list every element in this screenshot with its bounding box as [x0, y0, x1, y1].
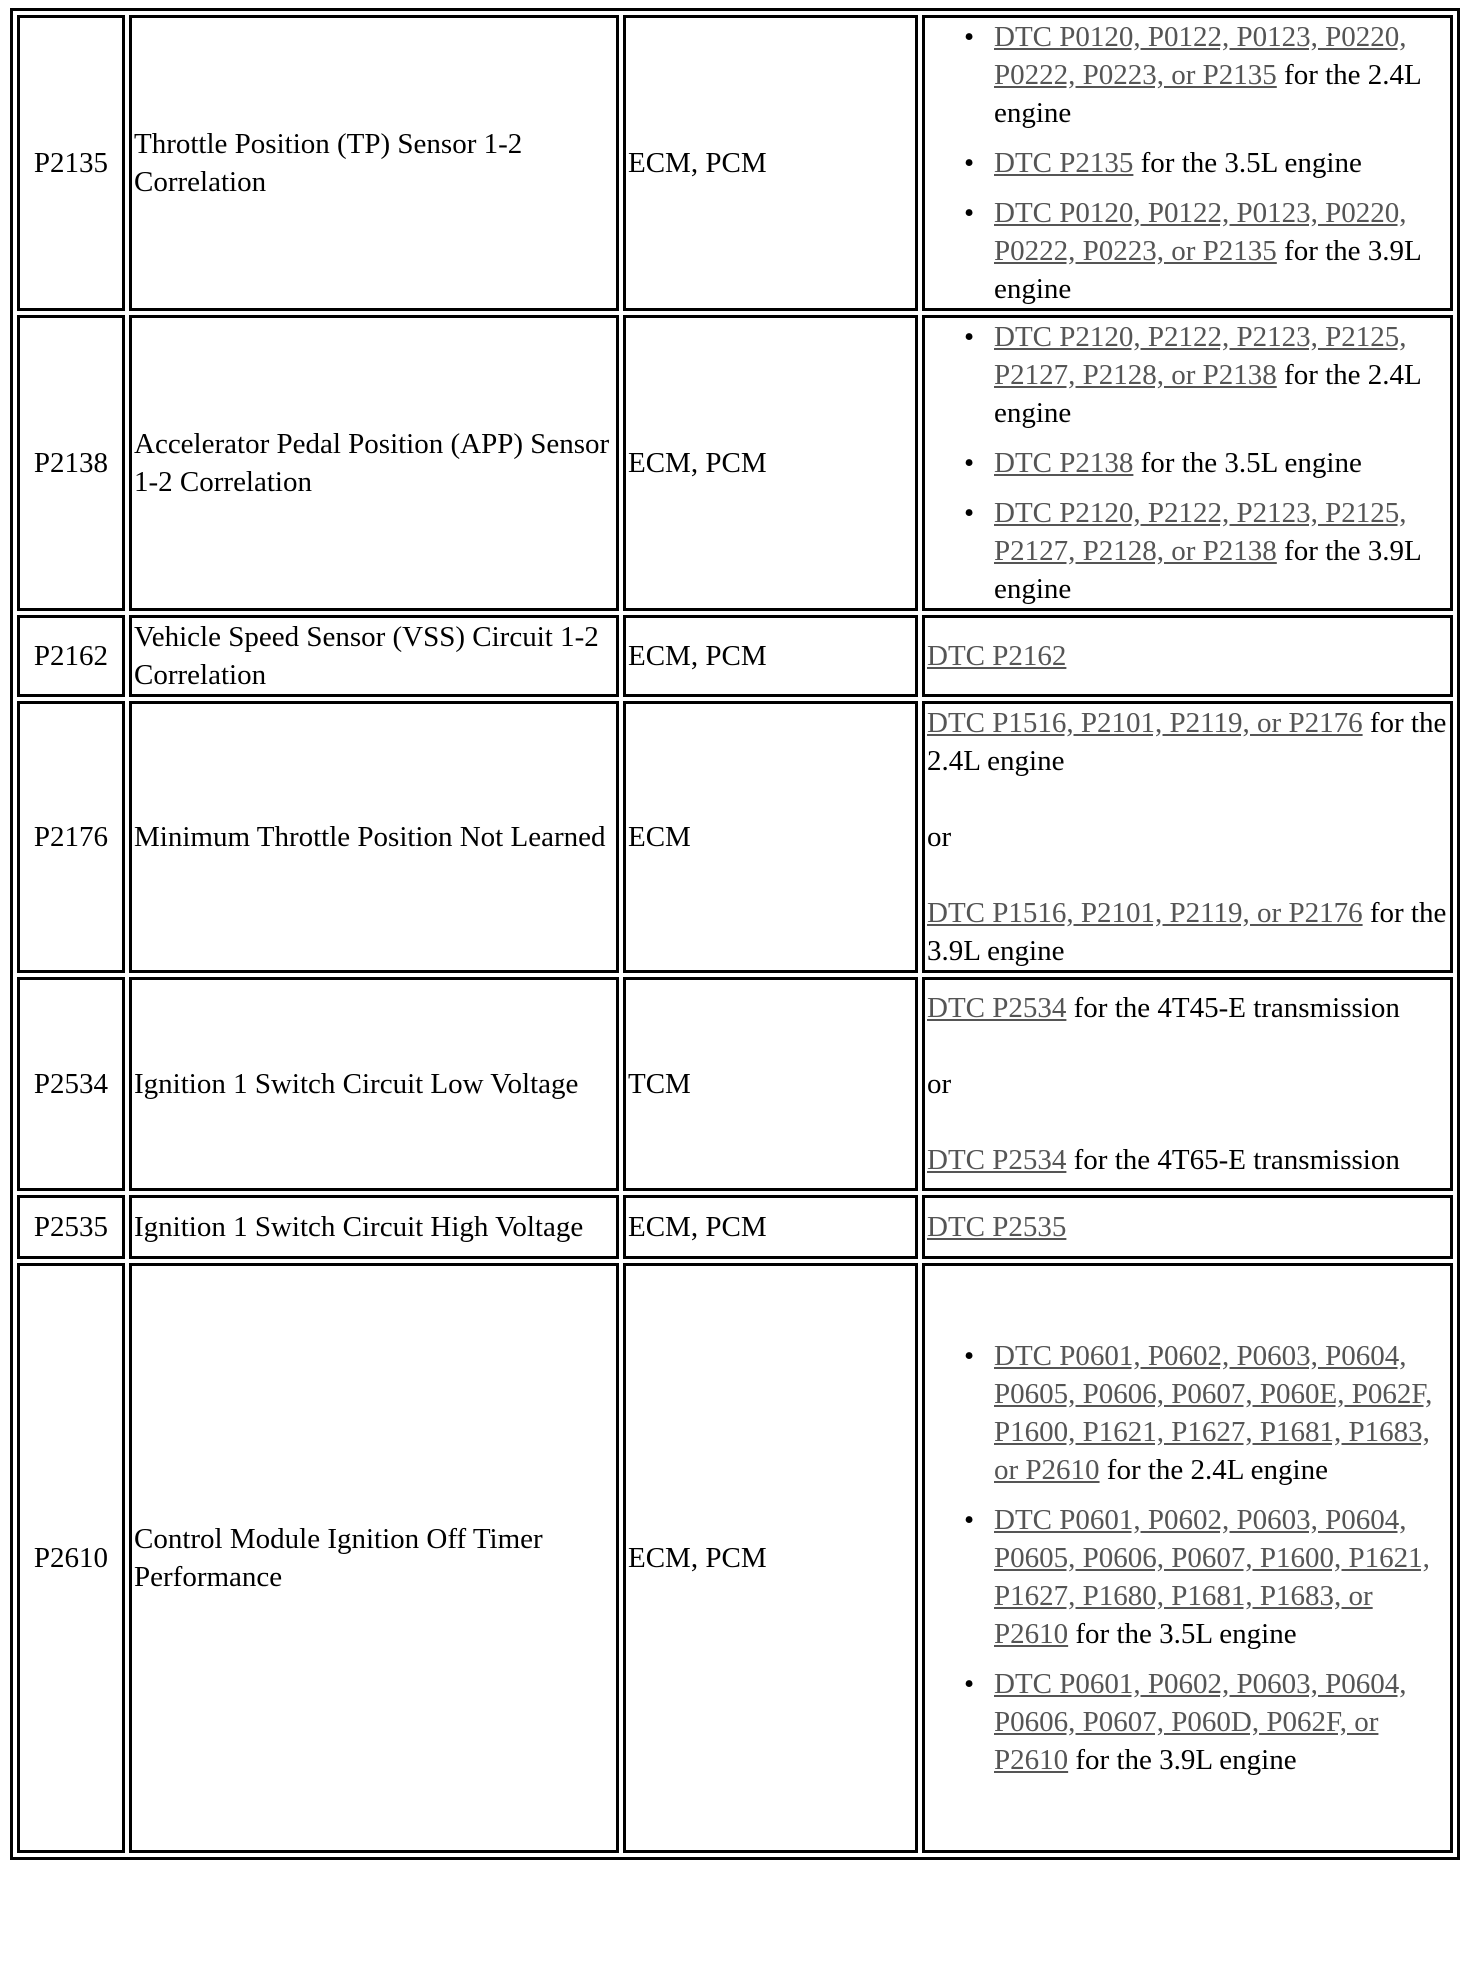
list-item	[994, 494, 1448, 608]
table-row	[17, 15, 1453, 311]
link-suffix: for the 4T65-E transmission	[1066, 1144, 1400, 1176]
list-item	[994, 444, 1448, 482]
dtc-link[interactable]: DTC P0601, P0602, P0603, P0604, P0605, P0606, P0607, P060E, P062F, P1600, P1621, P1627, P1681, P1683, or P2610	[994, 1340, 1433, 1486]
dtc-modules: ECM	[623, 701, 918, 973]
related-dtc-cell	[922, 701, 1453, 973]
list-item	[994, 1665, 1448, 1779]
related-dtc-entry	[927, 704, 1448, 780]
dtc-code: P2610	[17, 1263, 125, 1853]
dtc-description: Throttle Position (TP) Sensor 1-2 Correlation	[129, 15, 619, 311]
dtc-link[interactable]: DTC P2535	[927, 1211, 1067, 1243]
list-item	[994, 1501, 1448, 1653]
table-row	[17, 977, 1453, 1191]
dtc-table-wrapper	[10, 8, 1460, 1860]
dtc-description: Minimum Throttle Position Not Learned	[129, 701, 619, 973]
list-item	[994, 194, 1448, 308]
link-suffix: for the 2.4L engine	[994, 59, 1421, 129]
link-suffix: for the 4T45-E transmission	[1066, 992, 1400, 1024]
dtc-code: P2135	[17, 15, 125, 311]
link-suffix: for the 3.5L engine	[1068, 1618, 1297, 1650]
list-item	[994, 318, 1448, 432]
related-dtc-list	[927, 1337, 1448, 1779]
dtc-description: Vehicle Speed Sensor (VSS) Circuit 1-2 Correlation	[129, 615, 619, 697]
dtc-link[interactable]: DTC P2162	[927, 640, 1067, 672]
or-separator: or	[927, 1068, 952, 1100]
dtc-modules: ECM, PCM	[623, 615, 918, 697]
related-dtc-cell	[922, 1195, 1453, 1259]
dtc-link[interactable]: DTC P2534	[927, 992, 1067, 1024]
dtc-description: Control Module Ignition Off Timer Performance	[129, 1263, 619, 1853]
dtc-modules: ECM, PCM	[623, 15, 918, 311]
dtc-modules: ECM, PCM	[623, 315, 918, 611]
list-item	[994, 1337, 1448, 1489]
dtc-description: Accelerator Pedal Position (APP) Sensor 1-2 Correlation	[129, 315, 619, 611]
dtc-code: P2138	[17, 315, 125, 611]
dtc-description: Ignition 1 Switch Circuit High Voltage	[129, 1195, 619, 1259]
dtc-link[interactable]: DTC P1516, P2101, P2119, or P2176	[927, 897, 1363, 929]
link-suffix: for the 3.9L engine	[994, 235, 1421, 305]
dtc-modules: ECM, PCM	[623, 1195, 918, 1259]
related-dtc-list	[927, 18, 1448, 308]
related-dtc-cell	[922, 977, 1453, 1191]
dtc-code: P2535	[17, 1195, 125, 1259]
link-suffix: for the 2.4L engine	[994, 359, 1421, 429]
dtc-link[interactable]: DTC P2120, P2122, P2123, P2125, P2127, P2128, or P2138	[994, 497, 1407, 567]
dtc-link[interactable]: DTC P0601, P0602, P0603, P0604, P0606, P0607, P060D, P062F, or P2610	[994, 1668, 1407, 1776]
dtc-link[interactable]: DTC P0601, P0602, P0603, P0604, P0605, P0606, P0607, P1600, P1621, P1627, P1680, P1681, P1683, or P2610	[994, 1504, 1430, 1650]
link-suffix: for the 2.4L engine	[1099, 1454, 1328, 1486]
dtc-link[interactable]: DTC P2534	[927, 1144, 1067, 1176]
or-separator: or	[927, 821, 952, 853]
related-dtc-cell	[922, 615, 1453, 697]
related-dtc-entry	[927, 989, 1448, 1027]
link-suffix: for the 3.5L engine	[1133, 447, 1362, 479]
related-dtc-list	[927, 318, 1448, 608]
dtc-link[interactable]: DTC P2120, P2122, P2123, P2125, P2127, P2128, or P2138	[994, 321, 1407, 391]
dtc-link[interactable]: DTC P2138	[994, 447, 1134, 479]
table-row	[17, 1263, 1453, 1853]
link-suffix: for the 3.9L engine	[927, 897, 1447, 967]
link-suffix: for the 3.9L engine	[1068, 1744, 1297, 1776]
dtc-code: P2162	[17, 615, 125, 697]
related-dtc-entry	[927, 1141, 1448, 1179]
table-row	[17, 615, 1453, 697]
table-row	[17, 701, 1453, 973]
link-suffix: for the 3.5L engine	[1133, 147, 1362, 179]
link-suffix: for the 2.4L engine	[927, 707, 1447, 777]
related-dtc-cell	[922, 315, 1453, 611]
table-row	[17, 1195, 1453, 1259]
dtc-modules: TCM	[623, 977, 918, 1191]
list-item	[994, 18, 1448, 132]
dtc-table	[10, 8, 1460, 1860]
link-suffix: for the 3.9L engine	[994, 535, 1421, 605]
dtc-link[interactable]: DTC P1516, P2101, P2119, or P2176	[927, 707, 1363, 739]
dtc-modules: ECM, PCM	[623, 1263, 918, 1853]
related-dtc-cell	[922, 1263, 1453, 1853]
related-dtc-cell	[922, 15, 1453, 311]
dtc-description: Ignition 1 Switch Circuit Low Voltage	[129, 977, 619, 1191]
table-row	[17, 315, 1453, 611]
dtc-code: P2534	[17, 977, 125, 1191]
dtc-link[interactable]: DTC P2135	[994, 147, 1134, 179]
dtc-link[interactable]: DTC P0120, P0122, P0123, P0220, P0222, P0223, or P2135	[994, 197, 1407, 267]
dtc-code: P2176	[17, 701, 125, 973]
list-item	[994, 144, 1448, 182]
dtc-link[interactable]: DTC P0120, P0122, P0123, P0220, P0222, P0223, or P2135	[994, 21, 1407, 91]
related-dtc-entry	[927, 894, 1448, 970]
